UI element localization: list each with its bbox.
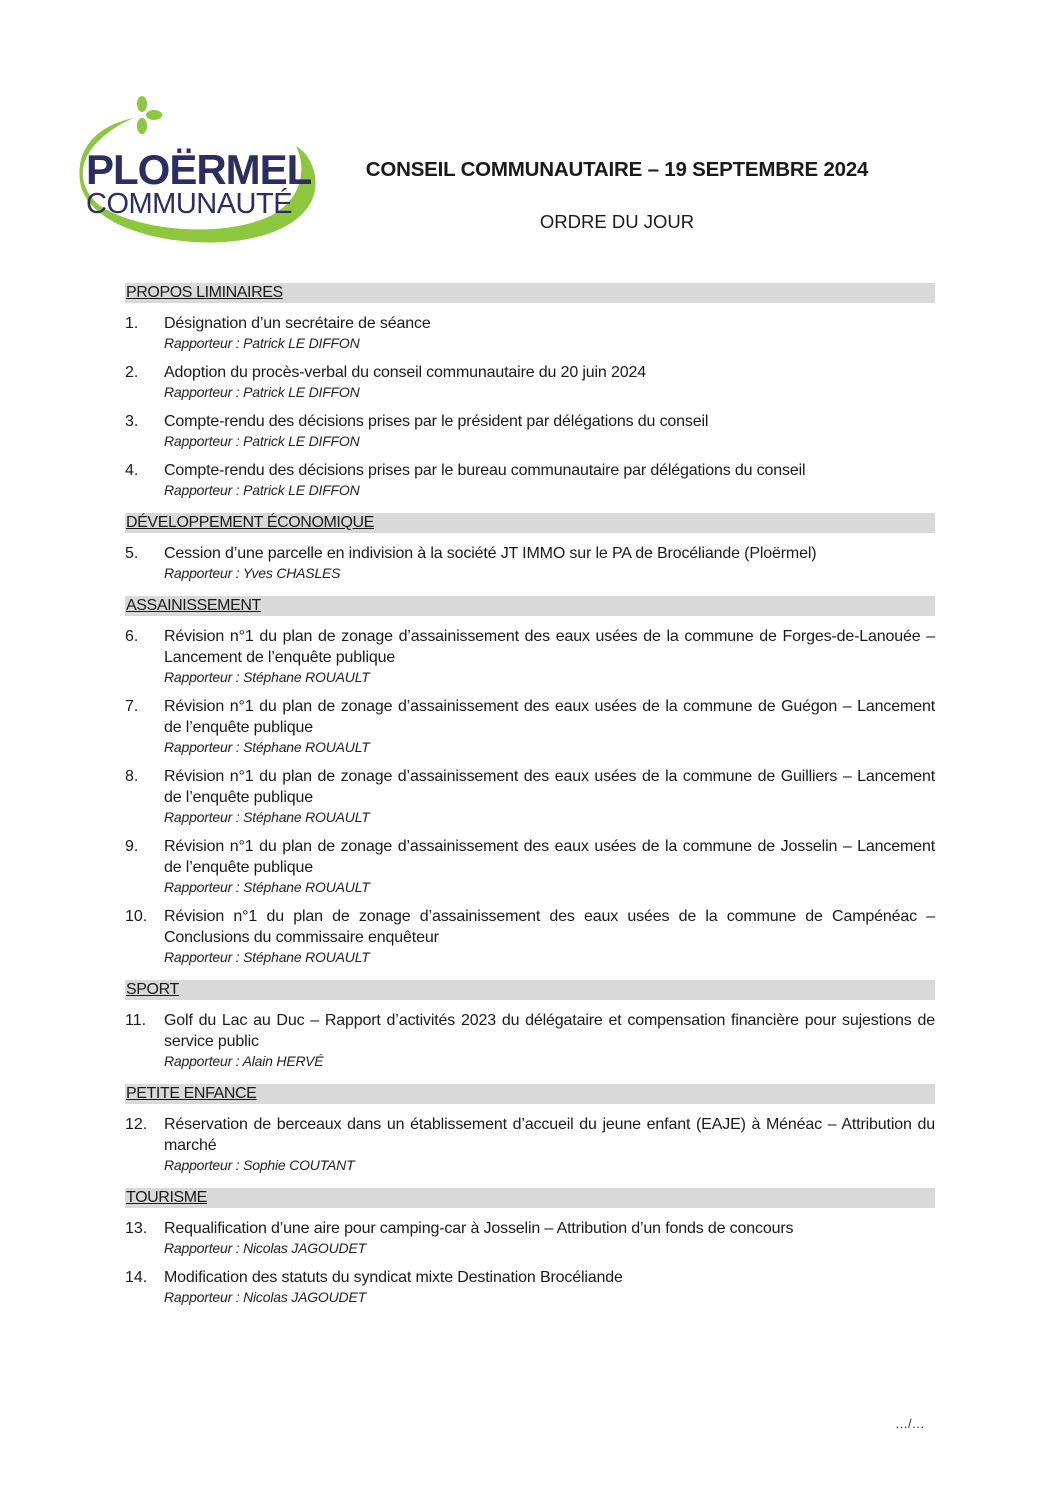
section-heading: PETITE ENFANCE: [125, 1084, 935, 1104]
item-body: [164, 411, 935, 450]
section-heading: SPORT: [125, 980, 935, 1000]
logo-line1: PLOËRMEL: [86, 146, 312, 193]
item-body: [164, 1218, 935, 1257]
item-body: [164, 626, 935, 686]
item-body: [164, 543, 935, 582]
item-rapporteur: Rapporteur : Patrick LE DIFFON: [164, 433, 360, 449]
logo-line2: COMMUNAUTÉ: [86, 188, 293, 220]
agenda-section: [125, 596, 935, 966]
item-rapporteur: Rapporteur : Patrick LE DIFFON: [164, 384, 360, 400]
agenda-item: [125, 411, 935, 450]
continuation-mark: …/…: [895, 1416, 925, 1431]
item-rapporteur: Rapporteur : Stéphane ROUAULT: [164, 669, 370, 685]
agenda-item: [125, 626, 935, 686]
item-number: 3.: [125, 413, 139, 430]
agenda-item: [125, 696, 935, 756]
section-heading: TOURISME: [125, 1188, 935, 1208]
item-body: [164, 313, 935, 352]
item-body: [164, 1267, 935, 1306]
item-rapporteur: Rapporteur : Nicolas JAGOUDET: [164, 1240, 366, 1256]
agenda-item: [125, 460, 935, 499]
item-body: [164, 766, 935, 826]
agenda-item: [125, 1267, 935, 1306]
item-number: 4.: [125, 462, 139, 479]
agenda-item: [125, 543, 935, 582]
section-heading: ASSAINISSEMENT: [125, 596, 935, 616]
item-title: Compte-rendu des décisions prises par le président par délégations du conseil: [164, 413, 709, 430]
item-number: 1.: [125, 315, 139, 332]
item-title: Adoption du procès-verbal du conseil communautaire du 20 juin 2024: [164, 364, 646, 381]
item-number: 11.: [125, 1012, 147, 1029]
item-title: Révision n°1 du plan de zonage d’assainissement des eaux usées de la commune de Guilliers – Lancement de l’enquête publique: [164, 768, 935, 806]
item-number: 12.: [125, 1116, 148, 1133]
item-number: 9.: [125, 838, 139, 855]
agenda-item: [125, 1114, 935, 1174]
item-number: 14.: [125, 1269, 148, 1286]
item-rapporteur: Rapporteur : Stéphane ROUAULT: [164, 949, 370, 965]
page-subtitle: ORDRE DU JOUR: [539, 211, 695, 232]
ploermel-communaute-logo: [74, 96, 324, 251]
section-heading: DÉVELOPPEMENT ÉCONOMIQUE: [125, 513, 935, 533]
item-number: 10.: [125, 908, 148, 925]
agenda-item: [125, 1218, 935, 1257]
agenda-section: [125, 283, 935, 499]
item-title: Réservation de berceaux dans un établissement d’accueil du jeune enfant (EAJE) à Ménéac – Attribution du marché: [164, 1116, 935, 1154]
item-title: Révision n°1 du plan de zonage d’assainissement des eaux usées de la commune de Campénéac – Conclusions du commissaire enquêteur: [164, 908, 935, 946]
agenda-item: [125, 362, 935, 401]
item-title: Golf du Lac au Duc – Rapport d’activités 2023 du délégataire et compensation financière pour sujestions de service public: [164, 1012, 935, 1050]
item-body: [164, 836, 935, 896]
item-number: 8.: [125, 768, 139, 785]
item-title: Révision n°1 du plan de zonage d’assainissement des eaux usées de la commune de Josselin – Lancement de l’enquête publique: [164, 838, 935, 876]
item-title: Requalification d’une aire pour camping-car à Josselin – Attribution d’un fonds de concours: [164, 1220, 794, 1237]
leaf-icon: [137, 96, 162, 134]
item-number: 2.: [125, 364, 139, 381]
item-body: [164, 1114, 935, 1174]
item-body: [164, 460, 935, 499]
item-title: Modification des statuts du syndicat mixte Destination Brocéliande: [164, 1269, 623, 1286]
agenda-item: [125, 836, 935, 896]
item-rapporteur: Rapporteur : Alain HERVÉ: [164, 1053, 324, 1069]
item-rapporteur: Rapporteur : Nicolas JAGOUDET: [164, 1289, 366, 1305]
agenda-item: [125, 766, 935, 826]
item-title: Révision n°1 du plan de zonage d’assainissement des eaux usées de la commune de Guégon – Lancement de l’enquête publique: [164, 698, 935, 736]
item-rapporteur: Rapporteur : Patrick LE DIFFON: [164, 482, 360, 498]
item-body: [164, 696, 935, 756]
agenda-section: [125, 513, 935, 582]
item-title: Cession d’une parcelle en indivision à la société JT IMMO sur le PA de Brocéliande (Ploërmel): [164, 545, 817, 562]
agenda: [125, 283, 935, 1320]
item-number: 13.: [125, 1220, 148, 1237]
item-title: Désignation d’un secrétaire de séance: [164, 315, 431, 332]
item-body: [164, 906, 935, 966]
item-rapporteur: Rapporteur : Stéphane ROUAULT: [164, 809, 370, 825]
item-rapporteur: Rapporteur : Stéphane ROUAULT: [164, 739, 370, 755]
item-rapporteur: Rapporteur : Patrick LE DIFFON: [164, 335, 360, 351]
agenda-section: [125, 1084, 935, 1174]
agenda-section: [125, 980, 935, 1070]
item-rapporteur: Rapporteur : Stéphane ROUAULT: [164, 879, 370, 895]
section-heading: PROPOS LIMINAIRES: [125, 283, 935, 303]
item-rapporteur: Rapporteur : Yves CHASLES: [164, 565, 341, 581]
page-title: CONSEIL COMMUNAUTAIRE – 19 SEPTEMBRE 2024: [365, 158, 869, 181]
agenda-item: [125, 1010, 935, 1070]
item-body: [164, 1010, 935, 1070]
agenda-item: [125, 313, 935, 352]
item-body: [164, 362, 935, 401]
agenda-item: [125, 906, 935, 966]
item-number: 7.: [125, 698, 139, 715]
logo-graphic: [74, 96, 324, 251]
item-title: Compte-rendu des décisions prises par le bureau communautaire par délégations du conseil: [164, 462, 806, 479]
item-number: 6.: [125, 628, 139, 645]
agenda-section: [125, 1188, 935, 1306]
item-title: Révision n°1 du plan de zonage d’assainissement des eaux usées de la commune de Forges-de-Lanouée – Lancement de l’enquête publique: [164, 628, 935, 666]
item-number: 5.: [125, 545, 139, 562]
item-rapporteur: Rapporteur : Sophie COUTANT: [164, 1157, 355, 1173]
